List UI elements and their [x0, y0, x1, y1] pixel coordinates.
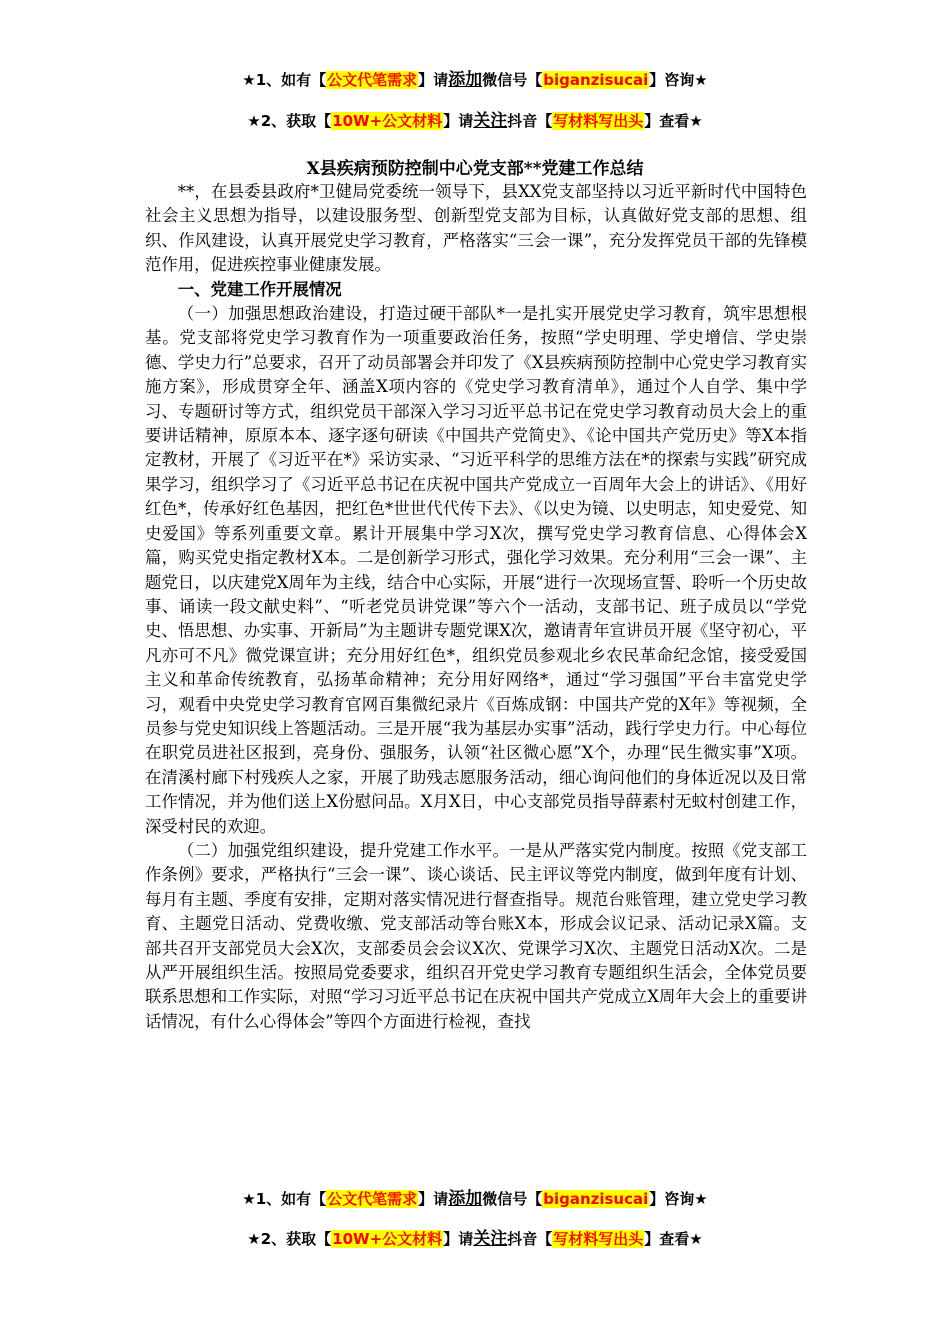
highlighted-text: biganzisucai	[543, 1190, 649, 1208]
banner-text: 】查看	[644, 112, 690, 130]
emphasized-text: 关注	[473, 1229, 508, 1249]
header-banner-line-1	[0, 69, 950, 91]
banner-text: 】请	[418, 1190, 449, 1208]
intro-paragraph: **，在县委县政府*卫健局党委统一领导下，县XX党支部坚持以习近平新时代中国特色社会主义思想为指导，以建设服务型、创新型党支部为目标，认真做好党支部的思想、组织、作风建设，认真开展党史学习教育，严格落实“三会一课”，充分发挥党员干部的先锋模范作用，促进疾控事业健康发展。	[145, 182, 807, 275]
footer-banner-line-1	[0, 1188, 950, 1210]
emphasized-text: 关注	[473, 111, 508, 131]
highlighted-text: 10W+公文材料	[332, 112, 443, 130]
star-icon: ★	[247, 112, 261, 130]
banner-text: 微信号【	[482, 71, 543, 89]
banner-text: 】请	[443, 1230, 474, 1248]
banner-text: 】请	[418, 71, 449, 89]
body-paragraph: （二）加强党组织建设，提升党建工作水平。一是从严落实党内制度。按照《党支部工作条例》要求，严格执行“三会一课”、谈心谈话、民主评议等党内制度，做到年度有计划、每月有主题、季度有安排，定期对落实情况进行督查指导。规范台账管理，建立党史学习教育、主题党日活动、党费收缴、党支部活动等台账X本，形成会议记录、活动记录X篇。支部共召开支部党员大会X次，支部委员会会议X次、党课学习X次、主题党日活动X次。二是从严开展组织生活。按照局党委要求，组织召开党史学习教育专题组织生活会，全体党员要联系思想和工作实际，对照“学习习近平总书记在庆祝中国共产党成立X周年大会上的重要讲话情况，有什么心得体会”等四个方面进行检视，查找	[145, 840, 807, 1031]
body-paragraph: （一）加强思想政治建设，打造过硬干部队*一是扎实开展党史学习教育，筑牢思想根基。党支部将党史学习教育作为一项重要政治任务，按照“学史明理、学史增信、学史崇德、学史力行”总要求，召开了动员部署会并印发了《X县疾病预防控制中心党史学习教育实施方案》，形成贯穿全年、涵盖X项内容的《党史学习教育清单》，通过个人自学、集中学习、专题研讨等方式，组织党员干部深入学习习近平总书记在党史学习教育动员大会上的重要讲话精神，原原本本、逐字逐句研读《中国共产党简史》、《论中国共产党历史》等X本指定教材，开展了《习近平在*》采访实录、“习近平科学的思维方法在*的探索与实践”研究成果学习，组织学习了《习近平总书记在庆祝中国共产党成立一百周年大会上的讲话》、《用好红色*，传承好红色基因，把红色*世世代代传下去》、《以史为镜、以史明志，知史爱党、知史爱国》等系列重要文章。累计开展集中学习X次，撰写党史学习教育信息、心得体会X篇，购买党史指定教材X本。二是创新学习形式，强化学习效果。充分利用“三会一课”、主题党日，以庆建党X周年为主线，结合中心实际，开展“进行一次现场宣誓、聆听一个历史故事、诵读一段文献史料”、“听老党员讲党课”等六个一活动，支部书记、班子成员以“学党史、悟思想、办实事、开新局”为主题讲专题党课X次，邀请青年宣讲员开展《坚守初心，平凡亦可不凡》微党课宣讲；充分用好红色*，组织党员参观北乡农民革命纪念馆，接受爱国主义和革命传统教育，弘扬革命精神；充分用好网络*，通过“学习强国”平台丰富党史学习，观看中央党史学习教育官网百集微纪录片《百炼成钢：中国共产党的X年》等视频，全员参与党史知识线上答题活动。三是开展“我为基层办实事”活动，践行学史力行。中心每位在职党员进社区报到，亮身份、强服务，认领“社区微心愿”X个，办理“民生微实事”X项。在清溪村廊下村残疾人之家，开展了助残志愿服务活动，细心询问他们的身体近况以及日常工作情况，并为他们送上X份慰问品。X月X日，中心支部党员指导薛素村无蚊村创建工作，深受村民的欢迎。	[145, 304, 807, 836]
highlighted-text: 写材料写出头	[553, 112, 644, 130]
document-body	[145, 180, 807, 1034]
banner-text: 】查看	[644, 1230, 690, 1248]
star-icon: ★	[242, 71, 256, 89]
document-title: X县疾病预防控制中心党支部**党建工作总结	[306, 159, 644, 179]
highlighted-text: 写材料写出头	[553, 1230, 644, 1248]
banner-text: 】咨询	[649, 1190, 695, 1208]
star-icon: ★	[689, 112, 703, 130]
banner-text: 2、获取【	[260, 112, 332, 130]
emphasized-text: 添加	[448, 70, 483, 90]
footer-banner-line-2	[0, 1228, 950, 1250]
section-heading: 一、党建工作开展情况	[177, 279, 342, 299]
highlighted-text: 公文代笔需求	[327, 71, 418, 89]
highlighted-text: 公文代笔需求	[327, 1190, 418, 1208]
star-icon: ★	[694, 1190, 708, 1208]
banner-text: 】咨询	[649, 71, 695, 89]
banner-text: 微信号【	[482, 1190, 543, 1208]
star-icon: ★	[694, 71, 708, 89]
header-banner-line-2	[0, 110, 950, 132]
star-icon: ★	[247, 1230, 261, 1248]
banner-text: 1、如有【	[255, 1190, 327, 1208]
banner-text: 2、获取【	[260, 1230, 332, 1248]
star-icon: ★	[242, 1190, 256, 1208]
highlighted-text: 10W+公文材料	[332, 1230, 443, 1248]
star-icon: ★	[689, 1230, 703, 1248]
banner-text: 】请	[443, 112, 474, 130]
banner-text: 抖音【	[507, 112, 553, 130]
banner-text: 抖音【	[507, 1230, 553, 1248]
emphasized-text: 添加	[448, 1189, 483, 1209]
highlighted-text: biganzisucai	[543, 71, 649, 89]
banner-text: 1、如有【	[255, 71, 327, 89]
